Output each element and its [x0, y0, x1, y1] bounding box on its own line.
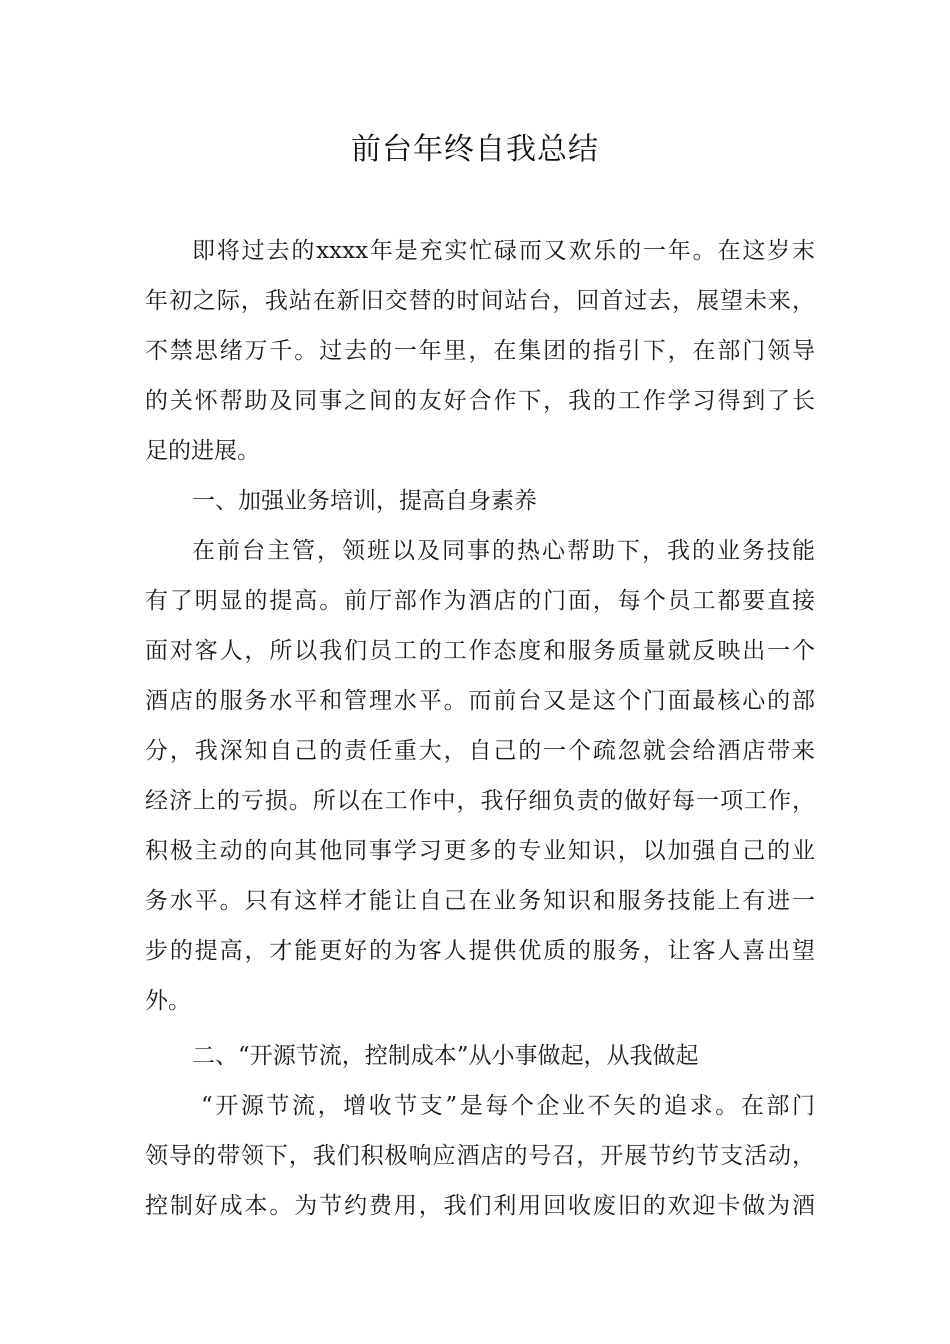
paragraph-line: 控制好成本。为节约费用，我们利用回收废旧的欢迎卡做为酒: [145, 1193, 815, 1219]
paragraph-line: 务水平。只有这样才能让自己在业务知识和服务技能上有进一: [145, 888, 815, 914]
paragraph-line: 不禁思绪万千。过去的一年里，在集团的指引下，在部门领导: [145, 338, 815, 364]
section-heading: 一、加强业务培训，提高自身素养: [192, 488, 537, 514]
paragraph-line: 面对客人，所以我们员工的工作态度和服务质量就反映出一个: [145, 638, 815, 664]
paragraph-line: 年初之际，我站在新旧交替的时间站台，回首过去，展望未来，: [145, 288, 815, 314]
document-title: 前台年终自我总结: [351, 132, 599, 167]
paragraph-line: 的关怀帮助及同事之间的友好合作下，我的工作学习得到了长: [145, 388, 815, 414]
document-body: [145, 226, 815, 1231]
paragraph-line: 即将过去的xxxx年是充实忙碌而又欢乐的一年。在这岁末: [192, 238, 815, 264]
section-heading: 二、“开源节流，控制成本”从小事做起，从我做起: [192, 1043, 699, 1069]
paragraph-line: 在前台主管，领班以及同事的热心帮助下，我的业务技能: [192, 538, 815, 564]
paragraph-line: 酒店的服务水平和管理水平。而前台又是这个门面最核心的部: [145, 688, 815, 714]
paragraph-line: 步的提高，才能更好的为客人提供优质的服务，让客人喜出望: [145, 938, 815, 964]
paragraph-line: 经济上的亏损。所以在工作中，我仔细负责的做好每一项工作，: [145, 788, 815, 814]
paragraph-line: 分，我深知自己的责任重大，自己的一个疏忽就会给酒店带来: [145, 738, 815, 764]
paragraph-line: 有了明显的提高。前厅部作为酒店的门面，每个员工都要直接: [145, 588, 815, 614]
paragraph-line: 领导的带领下，我们积极响应酒店的号召，开展节约节支活动，: [145, 1143, 815, 1169]
paragraph-line: 足的进展。: [145, 438, 260, 464]
paragraph-line: 外。: [145, 988, 191, 1014]
paragraph-line: “开源节流，增收节支”是每个企业不矢的追求。在部门: [201, 1093, 815, 1119]
paragraph-line: 积极主动的向其他同事学习更多的专业知识，以加强自己的业: [145, 838, 815, 864]
